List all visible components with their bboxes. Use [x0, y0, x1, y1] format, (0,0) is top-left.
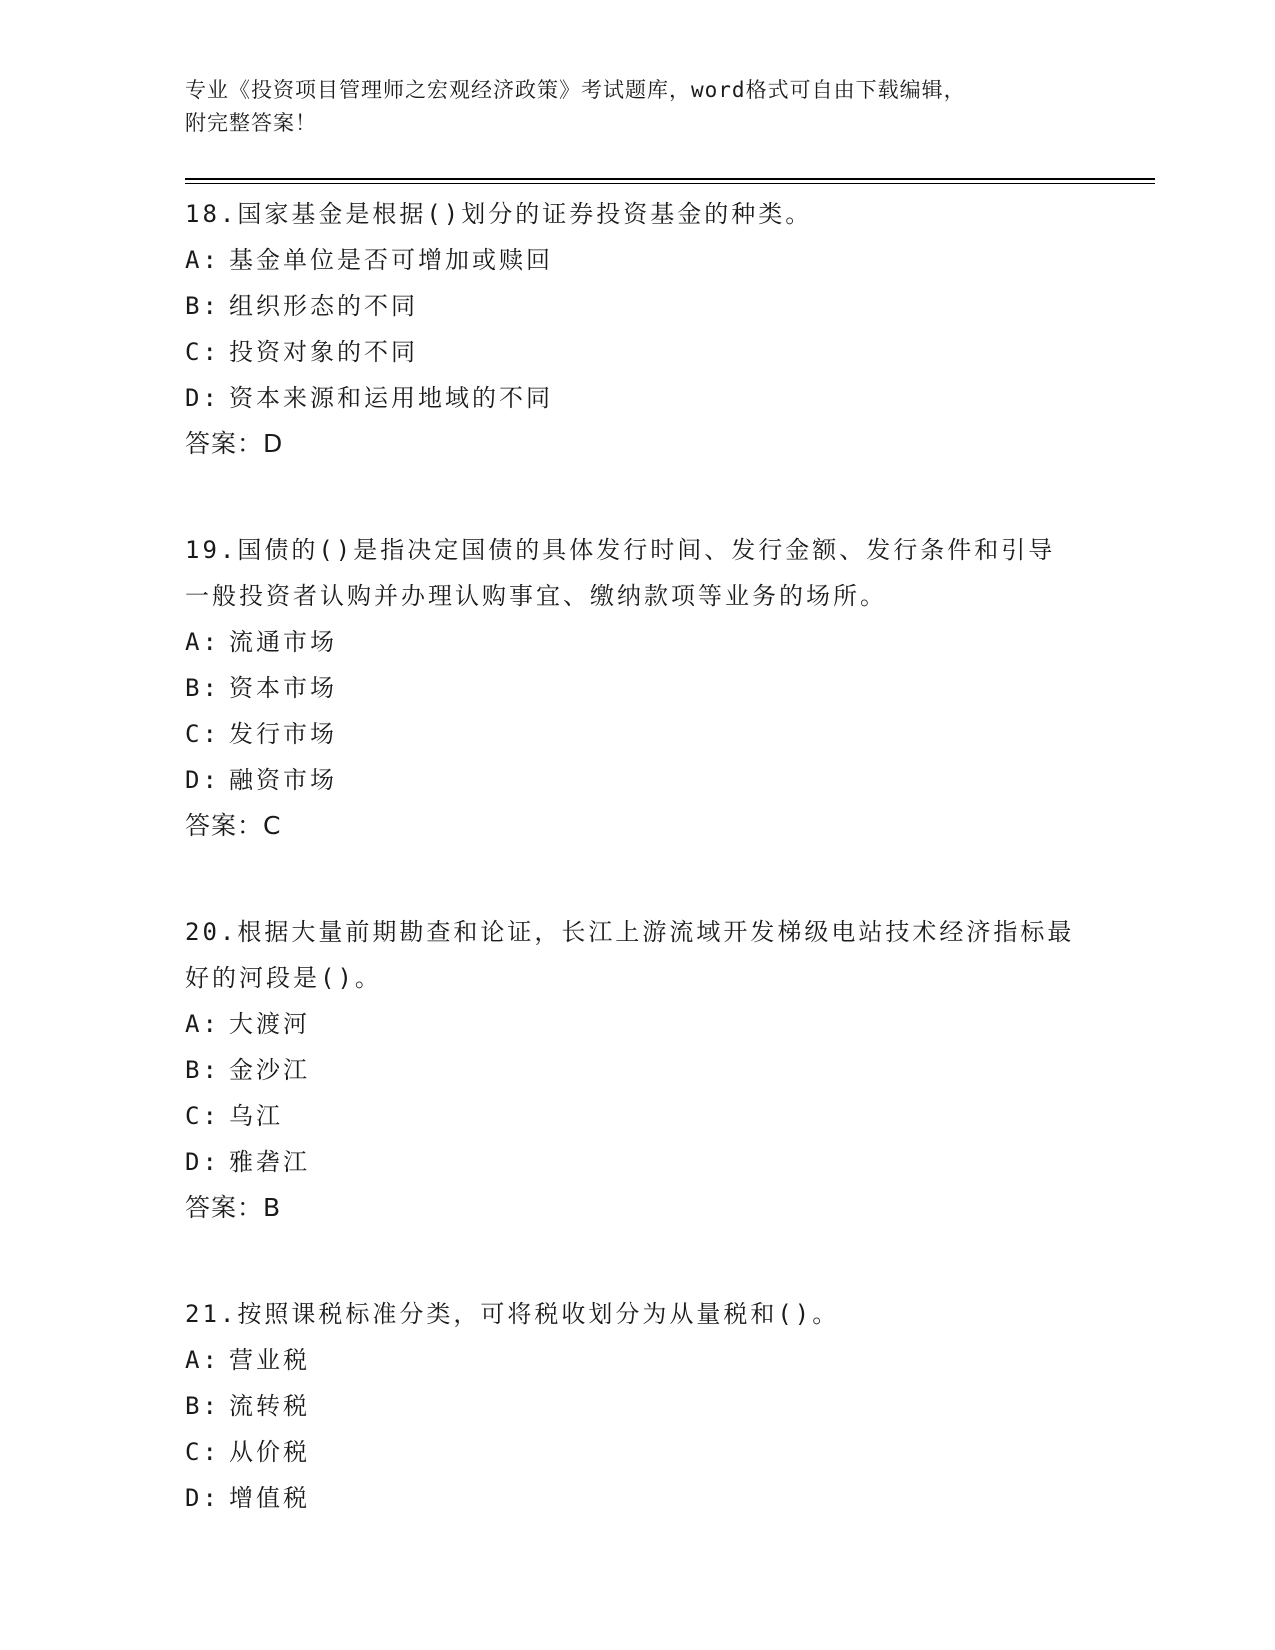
option-letter: C:: [185, 720, 220, 748]
question-list: [185, 191, 1085, 1581]
option-letter: A:: [185, 1346, 220, 1374]
option-letter: C:: [185, 1438, 220, 1466]
option-letter: D:: [185, 1148, 220, 1176]
document-header: [185, 74, 1085, 140]
option-text: 组织形态的不同: [229, 292, 418, 320]
option-letter: D:: [185, 766, 220, 794]
option-a: [185, 237, 1085, 283]
option-d: [185, 1139, 1085, 1185]
option-b: [185, 1383, 1085, 1429]
option-text: 融资市场: [229, 766, 337, 794]
option-text: 增值税: [229, 1484, 310, 1512]
option-text: 投资对象的不同: [229, 338, 418, 366]
option-b: [185, 283, 1085, 329]
question-stem: 19.国债的()是指决定国债的具体发行时间、发行金额、发行条件和引导一般投资者认购并办理认购事宜、缴纳款项等业务的场所。: [185, 536, 1056, 610]
option-b: [185, 1047, 1085, 1093]
option-letter: B:: [185, 674, 220, 702]
option-text: 流通市场: [229, 628, 337, 656]
answer-line: 答案：C: [185, 811, 282, 840]
option-a: [185, 1001, 1085, 1047]
option-letter: C:: [185, 1102, 220, 1130]
answer-line: 答案：B: [185, 1193, 282, 1222]
question-19: [185, 527, 1085, 849]
option-letter: A:: [185, 1010, 220, 1038]
header-line-2: 附完整答案！: [185, 111, 317, 135]
option-text: 资本来源和运用地域的不同: [229, 384, 553, 412]
option-a: [185, 619, 1085, 665]
option-letter: A:: [185, 246, 220, 274]
option-text: 流转税: [229, 1392, 310, 1420]
question-stem: 20.根据大量前期勘查和论证，长江上游流域开发梯级电站技术经济指标最好的河段是()。: [185, 918, 1075, 992]
option-d: [185, 757, 1085, 803]
option-text: 雅砻江: [229, 1148, 310, 1176]
option-text: 乌江: [229, 1102, 283, 1130]
option-text: 大渡河: [229, 1010, 310, 1038]
option-text: 金沙江: [229, 1056, 310, 1084]
option-text: 营业税: [229, 1346, 310, 1374]
option-letter: D:: [185, 1484, 220, 1512]
option-letter: C:: [185, 338, 220, 366]
question-20: [185, 909, 1085, 1231]
option-a: [185, 1337, 1085, 1383]
option-c: [185, 1429, 1085, 1475]
question-stem: 18.国家基金是根据()划分的证券投资基金的种类。: [185, 200, 813, 228]
option-letter: B:: [185, 1392, 220, 1420]
option-c: [185, 329, 1085, 375]
option-text: 基金单位是否可增加或赎回: [229, 246, 553, 274]
option-letter: D:: [185, 384, 220, 412]
option-d: [185, 375, 1085, 421]
question-21: [185, 1291, 1085, 1521]
option-b: [185, 665, 1085, 711]
option-c: [185, 1093, 1085, 1139]
option-letter: A:: [185, 628, 220, 656]
option-text: 资本市场: [229, 674, 337, 702]
option-text: 从价税: [229, 1438, 310, 1466]
header-line-1: 专业《投资项目管理师之宏观经济政策》考试题库，word格式可自由下载编辑，: [185, 78, 966, 102]
header-divider-thick: [185, 178, 1155, 180]
question-stem: 21.按照课税标准分类，可将税收划分为从量税和()。: [185, 1300, 840, 1328]
header-divider-thin: [185, 183, 1155, 184]
option-letter: B:: [185, 292, 220, 320]
option-letter: B:: [185, 1056, 220, 1084]
option-c: [185, 711, 1085, 757]
option-d: [185, 1475, 1085, 1521]
answer-line: 答案：D: [185, 429, 284, 458]
option-text: 发行市场: [229, 720, 337, 748]
question-18: [185, 191, 1085, 467]
